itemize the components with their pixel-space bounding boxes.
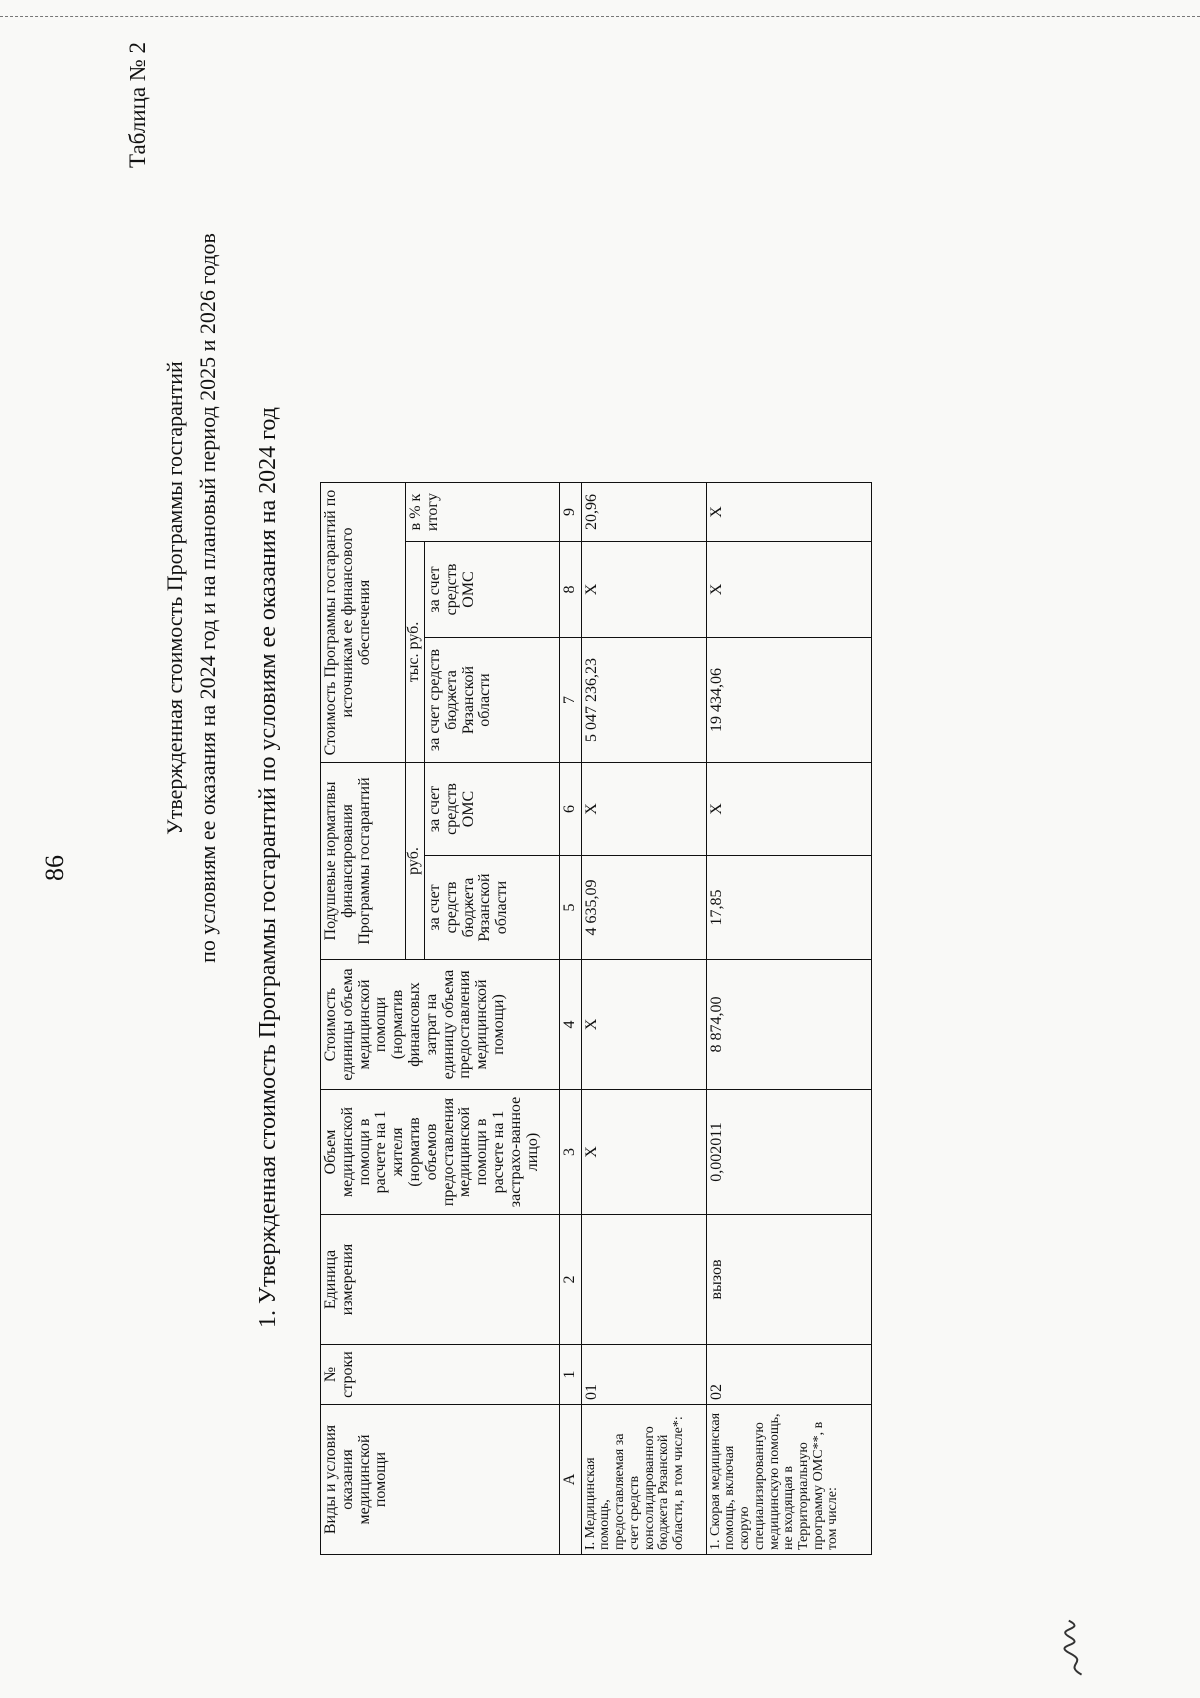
row-cost: 8 874,00 [706,960,871,1090]
row-name: I. Медицинская помощь, предоставляемая за счет средств консолидированного бюджета Рязанской области, в том числе*: [581,1405,706,1555]
document-title-line-2: по условиям ее оказания на 2024 год и на плановый период 2025 и 2026 годов [195,233,220,963]
col-number-1: 1 [560,1345,582,1405]
signature-mark [1051,1615,1109,1682]
row-norm-budget: 17,85 [706,856,871,960]
header-kinds: Виды и условия оказания медицинской помощи [321,1405,560,1555]
col-number-a: А [560,1405,582,1555]
row-volume: X [581,1090,706,1215]
page-number: 86 [40,855,69,881]
column-number-row [560,483,582,1555]
row-norm-oms: X [581,763,706,856]
header-norm-oms: за счет средств ОМС [425,763,560,856]
cost-table [320,482,872,1555]
col-number-3: 3 [560,1090,582,1215]
header-per-capita-norms: Подушевые нормативы финансирования Программы госгарантий [321,763,406,960]
header-thousand-rub: тыс. руб. [406,542,425,763]
section-title: 1. Утвержденная стоимость Программы госгарантий по условиям ее оказания на 2024 год [255,407,281,1328]
header-line-no: № строки [321,1345,560,1405]
header-norm-budget: за счет средств бюджета Рязанской области [425,856,560,960]
row-total-oms: X [706,542,871,638]
row-total-budget: 19 434,06 [706,638,871,763]
col-number-8: 8 [560,542,582,638]
row-total-oms: X [581,542,706,638]
row-percent: 20,96 [581,483,706,542]
row-name: 1. Скорая медицинская помощь, включая скорую специализированную медицинскую помощь, не входящая в Территориальную программу ОМС**, в том числе: [706,1405,871,1555]
table-row [581,483,706,1555]
row-cost: X [581,960,706,1090]
header-total-oms: за счет средств ОМС [425,542,560,638]
header-rub: руб. [406,763,425,960]
row-norm-oms: X [706,763,871,856]
document-title-line-1: Утвержденная стоимость Программы госгарантий [162,361,187,835]
table-label: Таблица № 2 [125,41,150,168]
header-unit: Единица измерения [321,1215,560,1345]
header-row-1 [321,483,406,1555]
row-percent: X [706,483,871,542]
row-total-budget: 5 047 236,23 [581,638,706,763]
header-percent: в % к итогу [406,483,560,542]
header-program-cost: Стоимость Программы госгарантий по источникам ее финансового обеспечения [321,483,406,763]
header-unit-cost: Стоимость единицы объема медицинской помощи (норматив финансовых затрат на единицу объема предоставления медицинской помощи) [321,960,560,1090]
header-volume: Объем медицинской помощи в расчете на 1 жителя (норматив объемов предоставления медицинской помощи в расчете на 1 застрахо-ванное лицо) [321,1090,560,1215]
cost-table-wrapper [320,482,872,1555]
row-unit: вызов [706,1215,871,1345]
col-number-4: 4 [560,960,582,1090]
row-line: 01 [581,1345,706,1405]
col-number-2: 2 [560,1215,582,1345]
col-number-9: 9 [560,483,582,542]
row-volume: 0,002011 [706,1090,871,1215]
col-number-5: 5 [560,856,582,960]
table-row [706,483,871,1555]
col-number-6: 6 [560,763,582,856]
col-number-7: 7 [560,638,582,763]
header-total-budget: за счет средств бюджета Рязанской области [425,638,560,763]
row-line: 02 [706,1345,871,1405]
row-unit [581,1215,706,1345]
row-norm-budget: 4 635,09 [581,856,706,960]
